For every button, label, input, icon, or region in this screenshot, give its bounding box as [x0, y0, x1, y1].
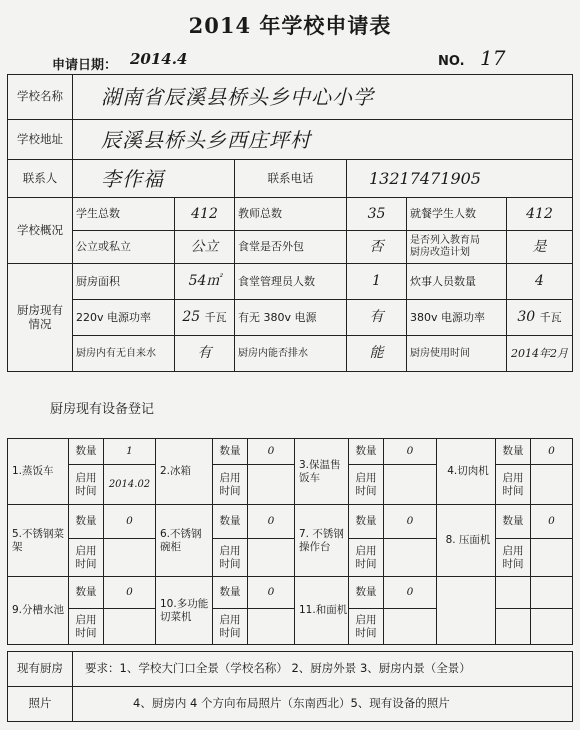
kitchen-area-value: 54㎡: [175, 264, 235, 300]
equipment-date-label: 启用 时间: [349, 465, 384, 505]
equipment-qty-value: 0: [248, 577, 295, 609]
has-380v-label: 有无 380v 电源: [235, 300, 347, 336]
power-220v-value: 25: [182, 309, 201, 326]
equipment-date-value: [531, 539, 573, 577]
equipment-date-label: 启用 时间: [213, 539, 248, 577]
power-220v-cell: [175, 300, 235, 336]
form-number-value: 17: [480, 46, 506, 70]
equipment-name: 5.不锈钢菜架: [8, 505, 69, 577]
photo-requirement-line2: 4、厨房内 4 个方向布局照片（东南西北）5、现有设备的照片: [73, 687, 573, 722]
tap-water-value: 有: [175, 336, 235, 372]
cooks-count-value: 4: [507, 264, 573, 300]
equipment-qty-label: 数量: [349, 505, 384, 539]
photo-requirements-table: [7, 651, 573, 722]
equipment-qty-label: 数量: [349, 439, 384, 465]
dining-students-value: 412: [507, 198, 573, 231]
renovation-plan-label: [407, 231, 507, 264]
canteen-outsourced-value: 否: [347, 231, 407, 264]
kitchen-photo-label-line1: 现有厨房: [8, 652, 73, 687]
equipment-date-value: [384, 539, 437, 577]
equipment-date-label: 启用 时间: [496, 539, 531, 577]
contact-person-value: 李作福: [73, 160, 235, 198]
kitchen-since-value: 2014年2月: [507, 336, 573, 372]
equipment-name: 6.不锈钢碗柜: [156, 505, 213, 577]
total-students-label: 学生总数: [73, 198, 175, 231]
equipment-qty-value: 0: [384, 577, 437, 609]
equipment-name: 4.切肉机: [437, 439, 496, 505]
equipment-qty-label: 数量: [69, 505, 104, 539]
has-380v-value: 有: [347, 300, 407, 336]
equipment-qty-value: 1: [104, 439, 156, 465]
equipment-date-label: 启用 时间: [69, 539, 104, 577]
school-name-label: 学校名称: [8, 75, 73, 120]
equipment-qty-label: 数量: [69, 577, 104, 609]
equipment-name: 10.多功能切菜机: [156, 577, 213, 645]
equipment-qty-label: 数量: [213, 577, 248, 609]
canteen-managers-value: 1: [347, 264, 407, 300]
equipment-date-label: 启用 时间: [213, 609, 248, 645]
drainage-value: 能: [347, 336, 407, 372]
application-date-label: 申请日期：: [52, 58, 118, 73]
school-type-label: 公立或私立: [73, 231, 175, 264]
empty-cell: [496, 609, 531, 645]
equipment-qty-label: 数量: [496, 505, 531, 539]
power-220v-unit: 千瓦: [204, 311, 227, 325]
school-name-value: 湖南省辰溪县桥头乡中心小学: [73, 75, 573, 120]
equipment-date-value: [384, 465, 437, 505]
equipment-qty-value: 0: [384, 505, 437, 539]
kitchen-status-label-line2: 情况: [28, 316, 52, 331]
renovation-plan-label-line2: 厨房改造计划: [410, 247, 470, 258]
kitchen-status-label: [8, 264, 73, 372]
equipment-qty-value: 0: [248, 505, 295, 539]
power-380v-value: 30: [517, 309, 536, 326]
form-title: 2014 年学校申请表: [188, 13, 392, 38]
equipment-qty-value: 0: [531, 505, 573, 539]
dining-students-label: 就餐学生人数: [407, 198, 507, 231]
equipment-name: 3.保温售饭车: [295, 439, 349, 505]
school-info-table: [7, 74, 573, 372]
empty-cell: [531, 609, 573, 645]
empty-equipment-slot: [437, 577, 496, 645]
application-date-value: 2014.4: [130, 50, 188, 68]
kitchen-since-label: 厨房使用时间: [407, 336, 507, 372]
tap-water-label: 厨房内有无自来水: [73, 336, 175, 372]
school-address-label: 学校地址: [8, 120, 73, 160]
contact-phone-label: 联系电话: [235, 160, 347, 198]
contact-person-label: 联系人: [8, 160, 73, 198]
equipment-date-label: 启用 时间: [349, 539, 384, 577]
power-380v-cell: [507, 300, 573, 336]
empty-cell: [496, 577, 531, 609]
equipment-name: 2.冰箱: [156, 439, 213, 505]
equipment-name: 9.分槽水池: [8, 577, 69, 645]
equipment-qty-value: 0: [384, 439, 437, 465]
equipment-date-value: [248, 609, 295, 645]
power-220v-label: 220v 电源功率: [73, 300, 175, 336]
cooks-count-label: 炊事人员数量: [407, 264, 507, 300]
school-overview-label: 学校概况: [8, 198, 73, 264]
equipment-date-label: 启用 时间: [69, 465, 104, 505]
equipment-date-value: [248, 539, 295, 577]
school-address-value: 辰溪县桥头乡西庄坪村: [73, 120, 573, 160]
kitchen-photo-label-line2: 照片: [8, 687, 73, 722]
equipment-name: 1.蒸饭车: [8, 439, 69, 505]
school-type-value: 公立: [175, 231, 235, 264]
equipment-date-value: [248, 465, 295, 505]
equipment-date-label: 启用 时间: [496, 465, 531, 505]
equipment-date-value: [104, 539, 156, 577]
equipment-date-label: 启用 时间: [213, 465, 248, 505]
canteen-outsourced-label: 食堂是否外包: [235, 231, 347, 264]
total-teachers-value: 35: [347, 198, 407, 231]
power-380v-unit: 千瓦: [539, 311, 562, 325]
equipment-qty-value: 0: [248, 439, 295, 465]
renovation-plan-value: 是: [507, 231, 573, 264]
equipment-qty-label: 数量: [213, 505, 248, 539]
equipment-table: [7, 438, 573, 645]
equipment-section-title: 厨房现有设备登记: [50, 402, 155, 417]
equipment-qty-value: 0: [531, 439, 573, 465]
equipment-qty-label: 数量: [349, 577, 384, 609]
equipment-date-label: 启用 时间: [69, 609, 104, 645]
total-students-value: 412: [175, 198, 235, 231]
empty-cell: [531, 577, 573, 609]
renovation-plan-label-line1: 是否列入教育局: [410, 235, 480, 246]
equipment-date-label: 启用 时间: [349, 609, 384, 645]
equipment-qty-label: 数量: [213, 439, 248, 465]
total-teachers-label: 教师总数: [235, 198, 347, 231]
contact-phone-value: 13217471905: [347, 160, 573, 198]
equipment-qty-value: 0: [104, 505, 156, 539]
equipment-qty-value: 0: [104, 577, 156, 609]
equipment-name: 11.和面机: [295, 577, 349, 645]
equipment-name: 8. 压面机: [437, 505, 496, 577]
equipment-qty-label: 数量: [69, 439, 104, 465]
equipment-date-value: [384, 609, 437, 645]
form-number-label: NO.: [438, 54, 465, 69]
kitchen-area-label: 厨房面积: [73, 264, 175, 300]
canteen-managers-label: 食堂管理员人数: [235, 264, 347, 300]
drainage-label: 厨房内能否排水: [235, 336, 347, 372]
photo-requirement-line1: 要求：1、学校大门口全景（学校名称） 2、厨房外景 3、厨房内景（全景）: [73, 652, 573, 687]
equipment-date-value: [104, 609, 156, 645]
equipment-date-value: 2014.02: [104, 465, 156, 505]
kitchen-status-label-line1: 厨房现有: [17, 302, 63, 317]
equipment-name: 7. 不锈钢操作台: [295, 505, 349, 577]
power-380v-label: 380v 电源功率: [407, 300, 507, 336]
equipment-qty-label: 数量: [496, 439, 531, 465]
equipment-date-value: [531, 465, 573, 505]
